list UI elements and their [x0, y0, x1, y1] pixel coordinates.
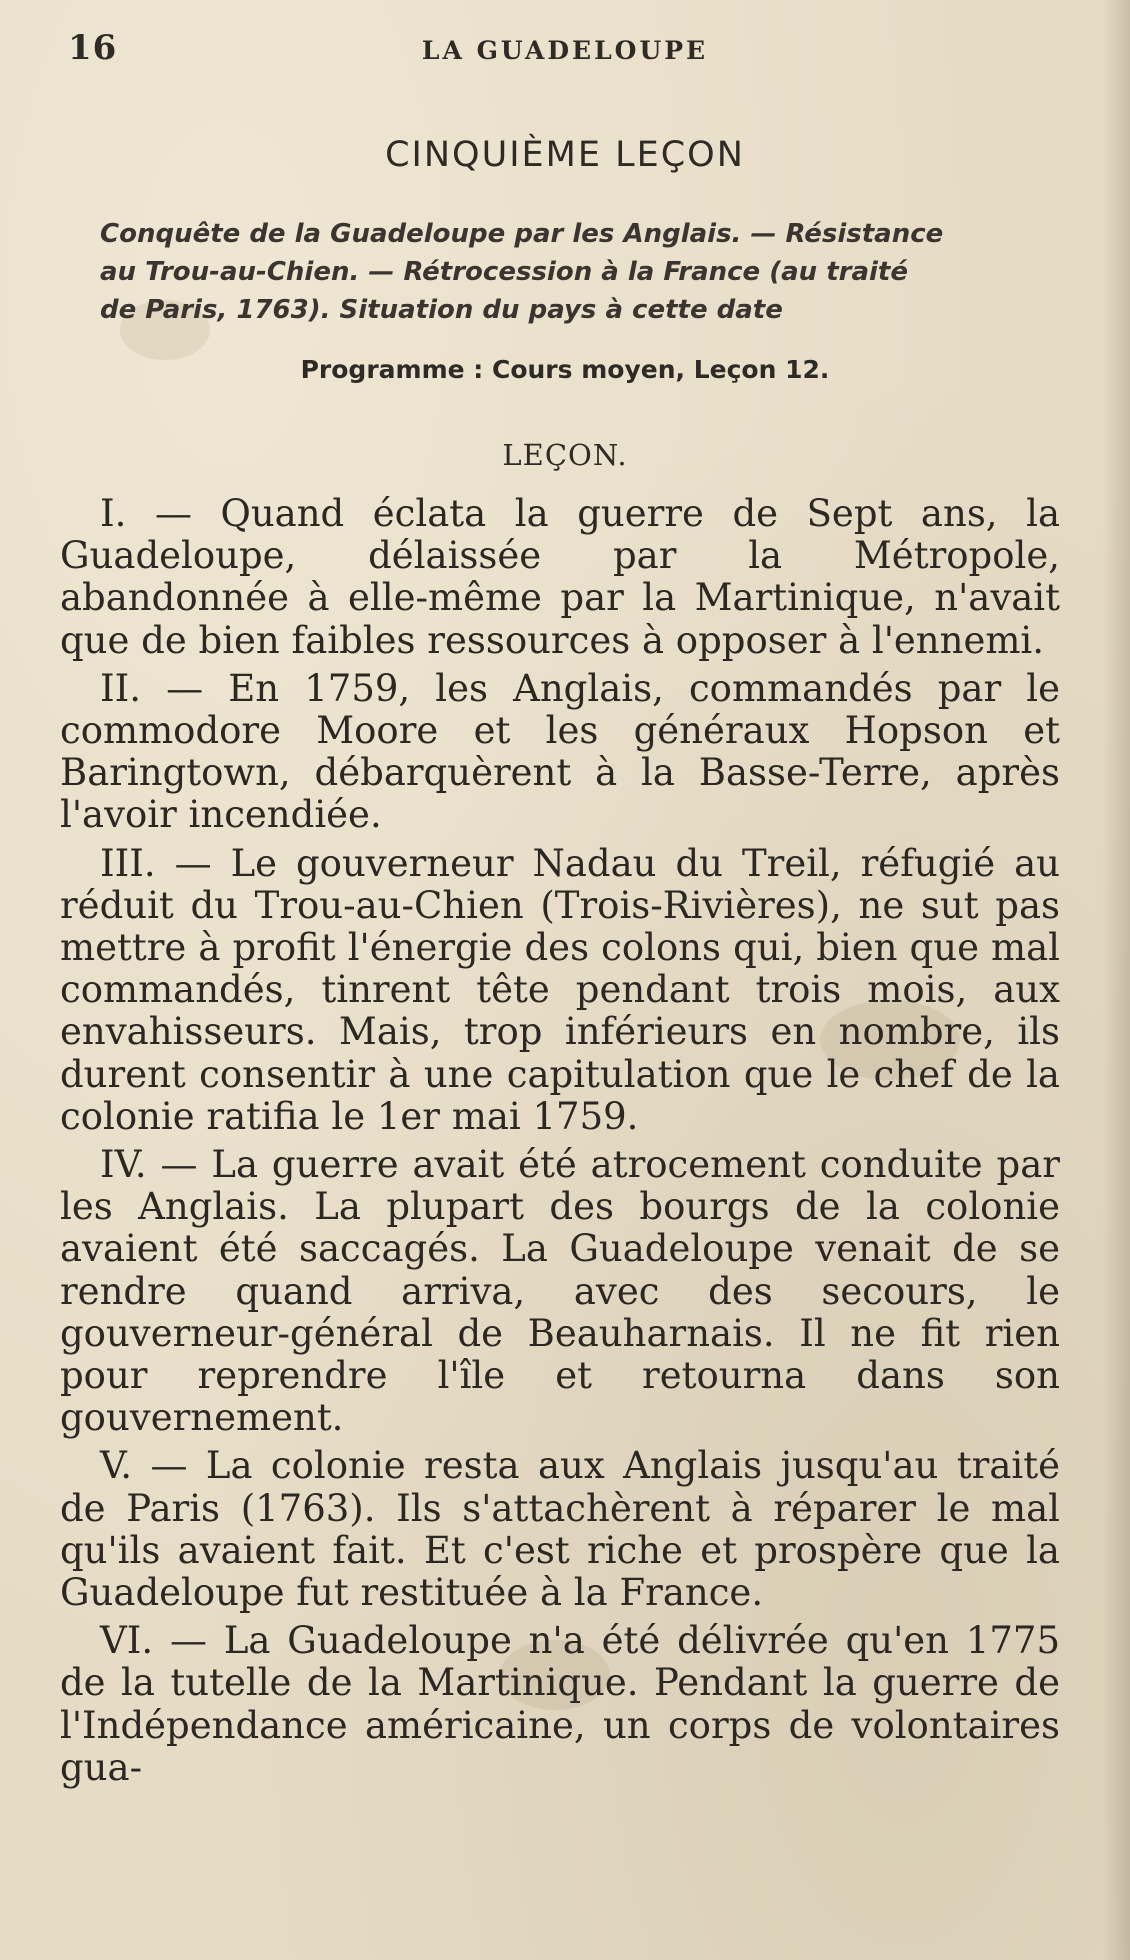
page-number: 16	[68, 28, 118, 68]
lesson-paragraph	[60, 1620, 1060, 1789]
paragraph-text: — Quand éclata la guerre de Sept ans, la Guadeloupe, délaissée par la Métropole, abandonnée à elle-même par la Martinique, n'avait que de bien faibles ressources à opposer à l'ennemi.	[60, 492, 1061, 662]
lesson-body	[60, 493, 1060, 1795]
section-heading: LEÇON.	[502, 438, 628, 472]
running-head	[60, 28, 1070, 68]
page-edge-shadow	[1102, 0, 1130, 1960]
paragraph-number: I.	[100, 492, 127, 535]
paragraph-number: III.	[100, 841, 156, 885]
lesson-paragraph	[60, 493, 1060, 662]
paragraph-text: — La guerre avait été atrocement conduite par les Anglais. La plupart des bourgs de la colonie avaient été saccagés. La Guadeloupe venait de se rendre quand arriva, avec des secours, le gouverneur-général de Beauharnais. Il ne fit rien pour reprendre l'île et retourna dans son gouvernement.	[60, 1143, 1060, 1440]
lesson-paragraph	[60, 668, 1060, 837]
lesson-paragraph	[60, 1144, 1060, 1439]
paragraph-number: IV.	[100, 1143, 147, 1187]
paragraph-number: V.	[100, 1444, 133, 1488]
paragraph-number: II.	[100, 666, 141, 710]
subtitle-line: Conquête de la Guadeloupe par les Anglais. — Résistance	[100, 219, 944, 249]
paragraph-number: VI.	[100, 1619, 154, 1663]
subtitle-line: de Paris, 1763). Situation du pays à cette date	[100, 295, 783, 325]
running-title: LA GUADELOUPE	[421, 36, 709, 65]
lesson-paragraph	[60, 1445, 1060, 1614]
lesson-paragraph	[60, 843, 1060, 1138]
lesson-title: CINQUIÈME LEÇON	[385, 135, 745, 175]
paragraph-text: — Le gouverneur Nadau du Treil, réfugié au réduit du Trou-au-Chien (Trois-Rivières), ne sut pas mettre à profit l'énergie des colons qui, bien que mal commandés, tinrent tête pendant trois mois, aux envahisseurs. Mais, trop inférieurs en nombre, ils durent consentir à une capitulation que le chef de la colonie ratifia le 1er mai 1759.	[60, 841, 1060, 1138]
paragraph-text: — En 1759, les Anglais, commandés par le commodore Moore et les généraux Hopson et Baringtown, débarquèrent à la Basse-Terre, après l'avoir incendiée.	[60, 666, 1061, 837]
paragraph-text: — La colonie resta aux Anglais jusqu'au traité de Paris (1763). Ils s'attachèrent à réparer le mal qu'ils avaient fait. Et c'est riche et prospère que la Guadeloupe fut restituée à la France.	[60, 1444, 1061, 1615]
paragraph-text: — La Guadeloupe n'a été délivrée qu'en 1775 de la tutelle de la Martinique. Pendant la guerre de l'Indépendance américaine, un corps de volontaires gua-	[60, 1619, 1061, 1789]
subtitle-line: au Trou-au-Chien. — Rétrocession à la France (au traité	[100, 257, 908, 287]
programme-reference: Programme : Cours moyen, Leçon 12.	[300, 355, 830, 384]
lesson-subtitle	[100, 215, 1090, 329]
